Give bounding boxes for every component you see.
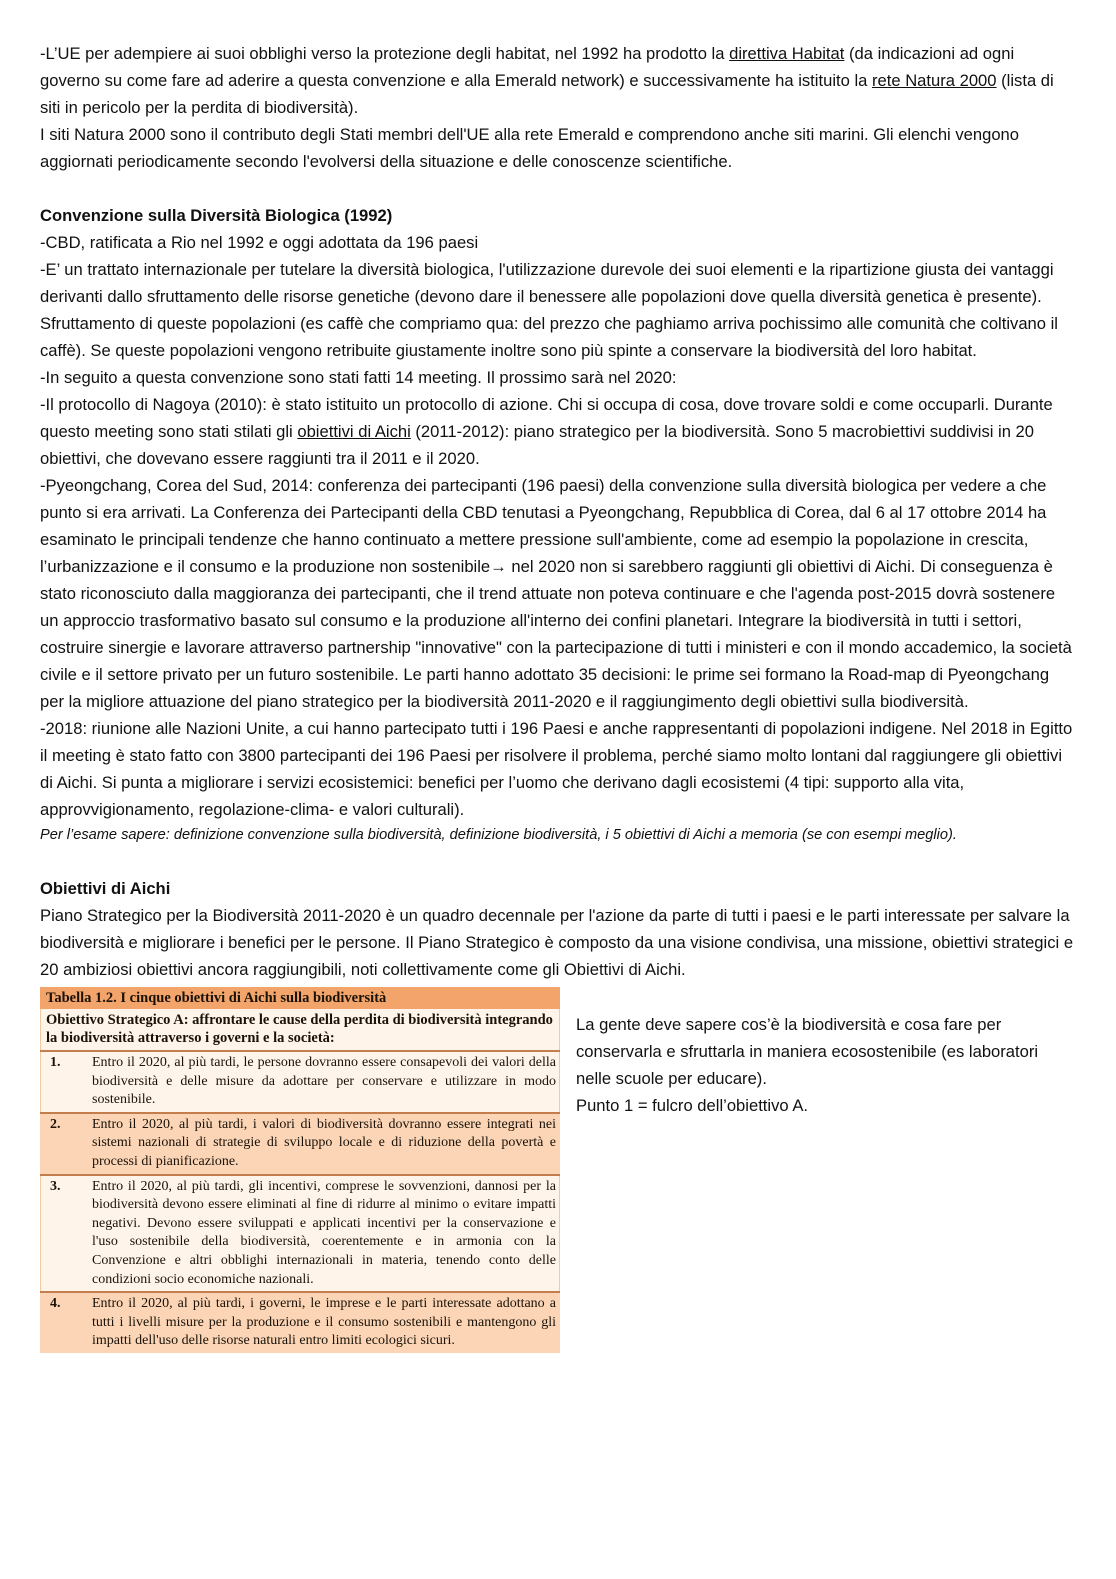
exam-note: Per l’esame sapere: definizione convenzione sulla biodiversità, definizione biodiversità, i 5 obiettivi di Aichi a memoria (se con esempi meglio).	[40, 827, 957, 843]
table-strategic-objective: Obiettivo Strategico A: affrontare le cause della perdita di biodiversità integrando la biodiversità attraverso i governi e la società:	[40, 1009, 560, 1052]
aichi-table-image	[40, 987, 560, 1353]
intro-paragraph-1	[40, 40, 1076, 121]
table-row-number: 2.	[50, 1116, 61, 1132]
side-note-1: La gente deve sapere cos’è la biodiversità e cosa fare per conservarla e sfruttarla in maniera ecosostenibile (es laboratori nelle scuole per educare).	[576, 1015, 1039, 1088]
table-row-number: 4.	[50, 1296, 61, 1312]
cbd-line-5	[40, 472, 1076, 715]
table-title: Tabella 1.2. I cinque obiettivi di Aichi sulla biodiversità	[40, 987, 560, 1009]
link-direttiva-habitat: direttiva Habitat	[729, 44, 845, 63]
intro-text-b: (da indicazioni ad ogni governo su come fare ad aderire a questa convenzione e alla Emerald network) e successivamente ha istituito la	[40, 44, 1015, 90]
cbd-line-6: -2018: riunione alle Nazioni Unite, a cui hanno partecipato tutti i 196 Paesi e anche rappresentanti di popolazioni indigene. Nel 2018 in Egitto il meeting è stato fatto con 3800 partecipanti dei 196 Paesi per risolvere il problema, perché siamo molto lontani dal raggiungere gli obiettivi di Aichi. Si punta a migliorare i servizi ecosistemici: benefici per l’uomo che derivano dagli ecosistemi (4 tipi: supporto alla vita, approvvigionamento, regolazione-clima- e valori culturali).	[40, 719, 1073, 819]
cbd-line-1: -CBD, ratificata a Rio nel 1992 e oggi adottata da 196 paesi	[40, 233, 479, 252]
table-row-text: Entro il 2020, al più tardi, i governi, le imprese e le parti interessate adottano a tutti i livelli misure per la produzione e il consumo sostenibili e mantengono gli impatti dell'uso delle risorse naturali entro limiti ecologici sicuri.	[92, 1296, 556, 1349]
cbd-line-5-text-b: nel 2020 non si sarebbero raggiunti gli obiettivi di Aichi. Di conseguenza è stato riconosciuto dalla maggioranza dei partecipanti, che il trend attuate non poteva continuare e che l'agenda post-2015 dovrà sostenere un approccio trasformativo basato sul consumo e la produzione all'interno dei confini planetari. Integrare la biodiversità in tutti i settori, costruire sinergie e lavorare attraverso partnership "innovative" con la partecipazione di tutti i ministeri e con il mondo accademico, la società civile e il settore privato per un futuro sostenibile. Le parti hanno adottato 35 decisioni: le prime sei formano la Road-map di Pyeongchang per la migliore attuazione del piano strategico per la biodiversità 2011-2020 e il raggiungimento degli obiettivi sulla biodiversità.	[40, 557, 1072, 711]
cbd-line-2: -E’ un trattato internazionale per tutelare la diversità biologica, l'utilizzazione durevole dei suoi elementi e la ripartizione giusta dei vantaggi derivanti dallo sfruttamento delle risorse genetiche (devono dare il benessere alle popolazioni dove quella diversità genetica è presente). Sfruttamento di queste popolazioni (es caffè che compriamo qua: del prezzo che paghiamo arriva pochissimo alle comunità che coltivano il caffè). Se queste popolazioni vengono retribuite giustamente inoltre sono più spinte a conservare la biodiversità del loro habitat.	[40, 260, 1058, 360]
table-row-number: 3.	[50, 1178, 61, 1194]
table-row-number: 1.	[50, 1055, 61, 1070]
table-and-notes	[40, 987, 1076, 1353]
table-row	[40, 1112, 560, 1174]
intro-paragraph-2: I siti Natura 2000 sono il contributo degli Stati membri dell'UE alla rete Emerald e comprendono anche siti marini. Gli elenchi vengono aggiornati periodicamente secondo l'evolversi della situazione e delle conoscenze scientifiche.	[40, 125, 1020, 171]
table-row	[40, 1174, 560, 1292]
aichi-heading: Obiettivi di Aichi	[40, 879, 171, 898]
spacer	[40, 175, 1076, 202]
aichi-paragraph: Piano Strategico per la Biodiversità 2011-2020 è un quadro decennale per l'azione da parte di tutti i paesi e le parti interessate per salvare la biodiversità e migliorare i benefici per le persone. Il Piano Strategico è composto da una visione condivisa, una missione, obiettivi strategici e 20 ambiziosi obiettivi ancora raggiungibili, noti collettivamente come gli Obiettivi di Aichi.	[40, 906, 1074, 979]
arrow-right-icon: →	[490, 557, 507, 576]
cbd-line-4-text-a: -Il protocollo di Nagoya (2010): è stato istituito un protocollo di azione. Chi si occupa di cosa, dove trovare soldi e come occuparli. Durante questo meeting sono stati stilati gli	[40, 395, 1053, 441]
link-rete-natura-2000: rete Natura 2000	[871, 71, 997, 90]
side-note-2: Punto 1 = fulcro dell’obiettivo A.	[576, 1096, 808, 1115]
cbd-line-4-text-b: (2011-2012): piano strategico per la biodiversità. Sono 5 macrobiettivi suddivisi in 20 obiettivi, che dovevano essere raggiunti tra il 2011 e il 2020.	[40, 422, 1035, 468]
table-row	[40, 1291, 560, 1353]
side-notes	[560, 987, 1076, 1353]
link-obiettivi-aichi: obiettivi di Aichi	[297, 422, 411, 441]
cbd-heading: Convenzione sulla Diversità Biologica (1992)	[40, 206, 393, 225]
spacer	[40, 848, 1076, 875]
intro-text-c: (lista di siti in pericolo per la perdita di biodiversità).	[40, 71, 1054, 117]
intro-text-a: -L’UE per adempiere ai suoi obblighi verso la protezione degli habitat, nel 1992 ha prodotto la	[40, 44, 730, 63]
cbd-line-3: -In seguito a questa convenzione sono stati fatti 14 meeting. Il prossimo sarà nel 2020:	[40, 368, 677, 387]
table-row	[40, 1052, 560, 1112]
cbd-line-5-text-a: -Pyeongchang, Corea del Sud, 2014: conferenza dei partecipanti (196 paesi) della convenzione sulla diversità biologica per vedere a che punto si era arrivati. La Conferenza dei Partecipanti della CBD tenutasi a Pyeongchang, Repubblica di Corea, dal 6 al 17 ottobre 2014 ha esaminato le principali tendenze che hanno continuato a mettere pressione sull'ambiente, come ad esempio la popolazione in crescita, l’urbanizzazione e il consumo e la produzione non sostenibile	[40, 476, 1047, 576]
table-row-text: Entro il 2020, al più tardi, le persone dovranno essere consapevoli dei valori della biodiversità e delle misure da adottare per conservare e utilizzare in modo sostenibile.	[92, 1055, 556, 1108]
cbd-line-4	[40, 391, 1076, 472]
table-row-text: Entro il 2020, al più tardi, gli incentivi, comprese le sovvenzioni, dannosi per la biodiversità devono essere eliminati al fine di ridurre al minimo o evitare impatti negativi. Devono essere sviluppati e applicati incentivi per la conservazione e l'uso sostenibile della biodiversità, coerentemente e in armonia con la Convenzione e altri obblighi internazionali in materia, tenendo conto delle condizioni socio economiche nazionali.	[92, 1178, 556, 1287]
document-page	[40, 40, 1076, 1353]
table-row-text: Entro il 2020, al più tardi, i valori di biodiversità dovranno essere integrati nei sistemi nazionali di strategie di sviluppo locale e di riduzione della povertà e processi di pianificazione.	[92, 1116, 556, 1169]
